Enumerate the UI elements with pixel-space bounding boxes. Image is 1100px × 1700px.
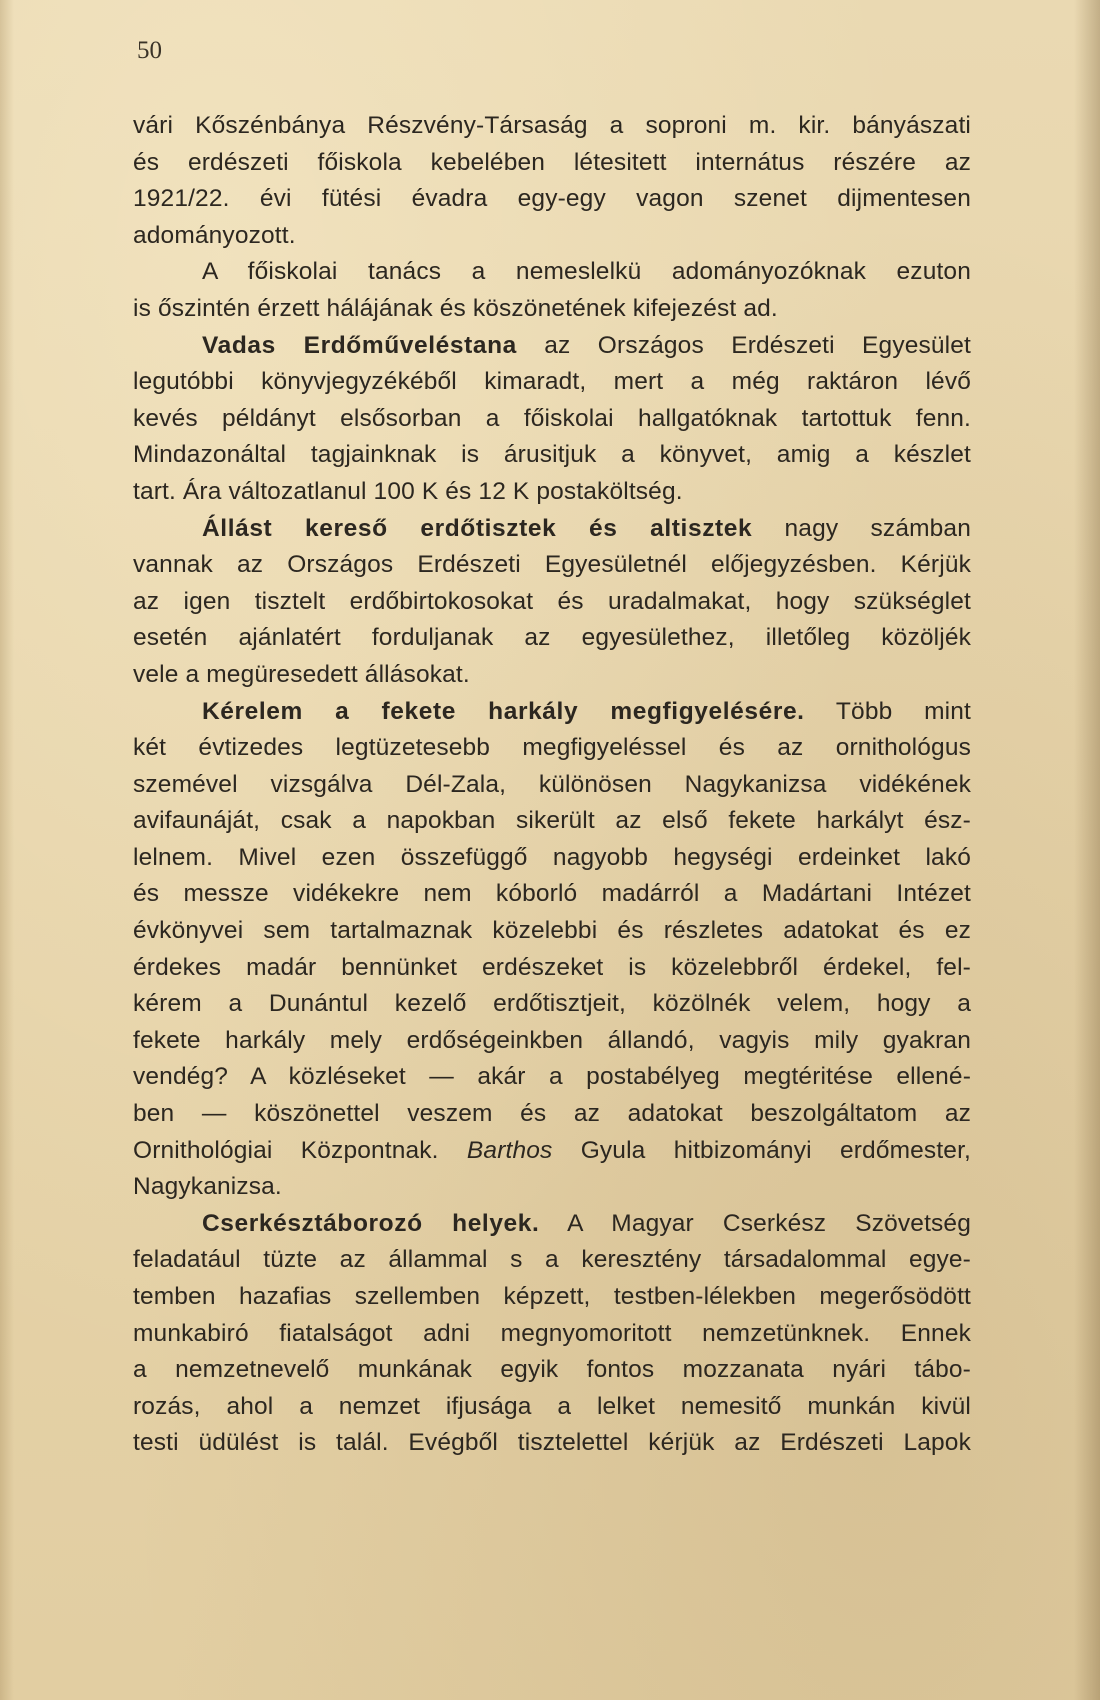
text-line: avifaunáját, csak a napokban sikerült az első fekete harkályt ész- [133,807,971,835]
paragraph-vadas-first-line [133,328,971,365]
text-line: testi üdülést is talál. Evégből tisztelettel kérjük az Erdészeti Lapok [133,1429,971,1457]
page-number: 50 [137,37,162,64]
text-run: Ornithológiai Központnak. [133,1136,439,1164]
text-line: szemével vizsgálva Dél-Zala, különösen Nagykanizsa vidékének [133,770,971,798]
text-line: munkabiró fiatalságot adni megnyomoritott nemzetünknek. Ennek [133,1319,971,1347]
text-line: A főiskolai tanács a nemeslelkü adományozóknak ezuton [202,258,971,286]
text-line: temben hazafias szellemben képzett, testben-lélekben megerősödött [133,1283,971,1310]
text-run: az Országos Erdészeti Egyesület [544,331,971,359]
text-run: Gyula hitbizományi erdőmester, [580,1136,971,1164]
text-line: kevés példányt elsősorban a főiskolai hallgatóknak tartottuk fenn. [133,404,971,432]
text-line: tart. Ára változatlanul 100 K és 12 K postaköltség. [133,477,683,505]
paragraph-cserkesz-first-line [133,1206,971,1243]
text-line: lelnem. Mivel ezen összefüggő nagyobb hegységi erdeinket lakó [133,843,971,871]
text-line: is őszintén érzett hálájának és köszönetének kifejezést ad. [133,294,778,322]
text-line: vele a megüresedett állásokat. [133,660,470,688]
text-run: A Magyar Cserkész Szövetség [567,1209,971,1237]
text-line: Mindazonáltal tagjainknak is árusitjuk a könyvet, amig a készlet [133,441,971,469]
heading-kerelem: Kérelem a fekete harkály megfigyelésére. [202,697,805,725]
text-run: nagy számban [784,514,971,542]
text-line: vannak az Országos Erdészeti Egyesületnél előjegyzésben. Kérjük [133,551,971,579]
text-line: 1921/22. évi fütési évadra egy-egy vagon szenet dijmentesen [133,185,971,213]
text-line: fekete harkály mely erdőségeinkben állandó, vagyis mily gyakran [133,1026,971,1054]
text-run: Több mint [835,697,972,725]
text-line: kérem a Dunántul kezelő erdőtisztjeit, közölnék velem, hogy a [133,990,971,1018]
left-edge-shadow [0,0,14,1700]
text-line: az igen tisztelt erdőbirtokosokat és uradalmakat, hogy szükséglet [133,587,971,615]
text-line: adományozott. [133,221,296,249]
text-line: esetén ajánlatért forduljanak az egyesülethez, illetőleg közöljék [133,624,971,652]
heading-allast: Állást kereső erdőtisztek és altisztek [202,514,753,542]
text-line: két évtizedes legtüzetesebb megfigyeléssel és az ornithológus [133,734,971,762]
paragraph-kerelem-first-line [133,694,971,731]
heading-vadas: Vadas Erdőműveléstana [202,331,517,359]
text-line-with-name [133,1133,971,1170]
text-line: érdekes madár bennünket erdészeket is közelebbről érdekel, fel- [133,953,971,981]
heading-cserkesz: Cserkésztáborozó helyek. [202,1209,540,1237]
text-line: feladatául tüzte az állammal s a keresztény társadalommal egye- [133,1246,971,1274]
text-line: és messze vidékekre nem kóborló madárról a Madártani Intézet [133,880,971,908]
body-text [133,108,971,1462]
right-edge-shadow [1074,0,1100,1700]
author-name: Barthos [466,1136,553,1164]
text-line: rozás, ahol a nemzet ifjusága a lelket nemesitő munkán kivül [133,1392,971,1420]
text-line: vári Kőszénbánya Részvény-Társaság a soproni m. kir. bányászati [133,112,971,139]
text-line: és erdészeti főiskola kebelében létesitett internátus részére az [133,148,971,176]
text-line: vendég? A közléseket — akár a postabélyeg megtéritése ellené- [133,1063,971,1091]
text-line: legutóbbi könyvjegyzékéből kimaradt, mert a még raktáron lévő [133,368,971,396]
text-line: Nagykanizsa. [133,1173,282,1201]
paragraph-allast-first-line [133,511,971,548]
text-line: évkönyvei sem tartalmaznak közelebbi és részletes adatokat és ez [133,917,971,945]
text-line: ben — köszönettel veszem és az adatokat beszolgáltatom az [133,1100,971,1128]
text-line: a nemzetnevelő munkának egyik fontos mozzanata nyári tábo- [133,1356,971,1384]
